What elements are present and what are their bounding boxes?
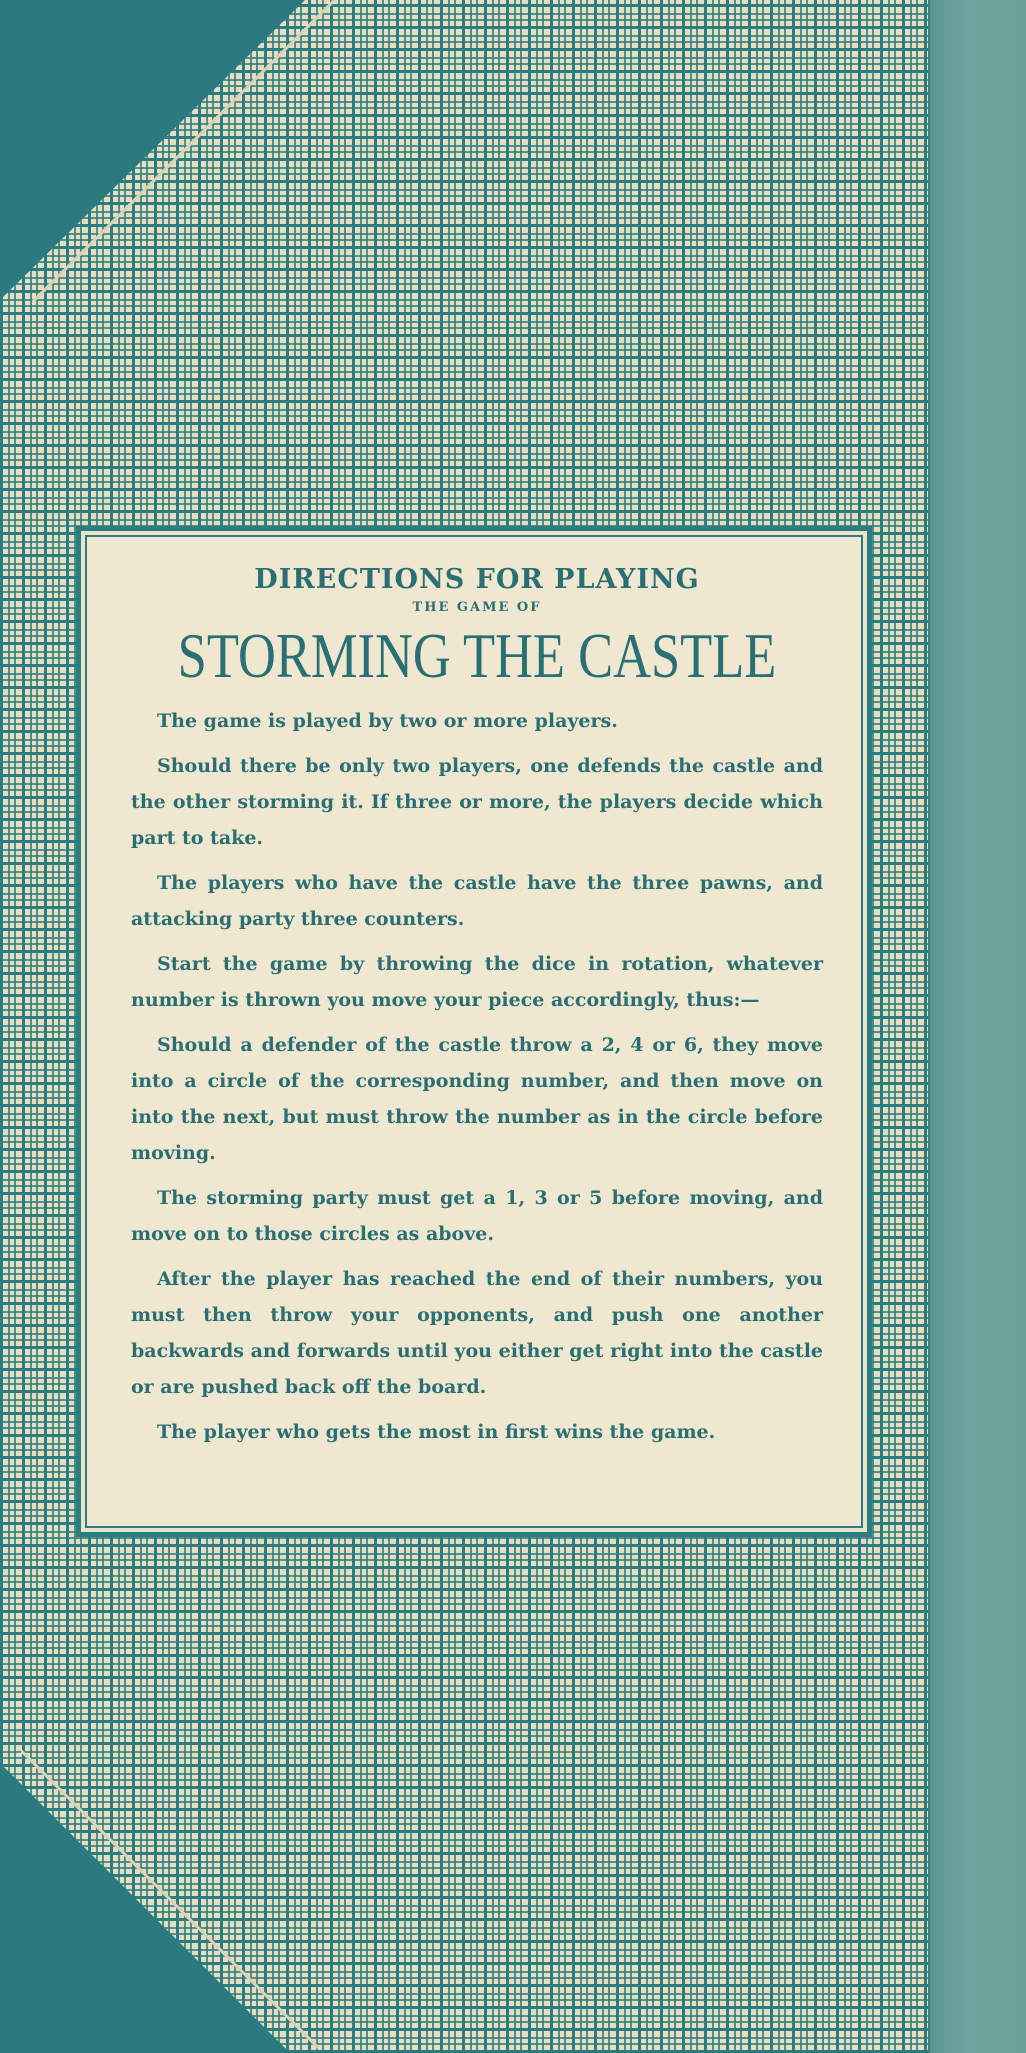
rule-paragraph: Start the game by throwing the dice in rotation, whatever number is thrown you move your piece accordingly, thus:—: [131, 953, 823, 1011]
directions-subheading: THE GAME OF: [412, 600, 542, 615]
rule-paragraph: Should there be only two players, one defends the castle and the other storming it. If three or more, the players decide which part to take.: [131, 755, 823, 849]
box-spine: [928, 0, 1026, 2053]
rule-paragraph: Should a defender of the castle throw a 2, 4 or 6, they move into a circle of the corresponding number, and then move on into the next, but must throw the number as in the circle before moving.: [131, 1034, 823, 1164]
corner-top-left: [0, 0, 305, 300]
rule-paragraph: The players who have the castle have the three pawns, and attacking party three counters.: [131, 872, 823, 930]
rule-paragraph: The game is played by two or more players.: [157, 710, 618, 732]
rule-paragraph: The player who gets the most in first wins the game.: [157, 1421, 716, 1443]
directions-panel: [76, 526, 872, 1537]
directions-heading: DIRECTIONS FOR PLAYING: [254, 564, 700, 595]
directions-panel-inner: [85, 535, 863, 1528]
rule-paragraph: After the player has reached the end of their numbers, you must then throw your opponents, and push one another backwards and forwards until you either get right into the castle or are pushed back off the board.: [131, 1268, 823, 1398]
game-title: STORMING THE CASTLE: [177, 620, 777, 691]
corner-bottom-left: [0, 1763, 290, 2053]
rule-paragraph: The storming party must get a 1, 3 or 5 before moving, and move on to those circles as above.: [131, 1187, 823, 1245]
